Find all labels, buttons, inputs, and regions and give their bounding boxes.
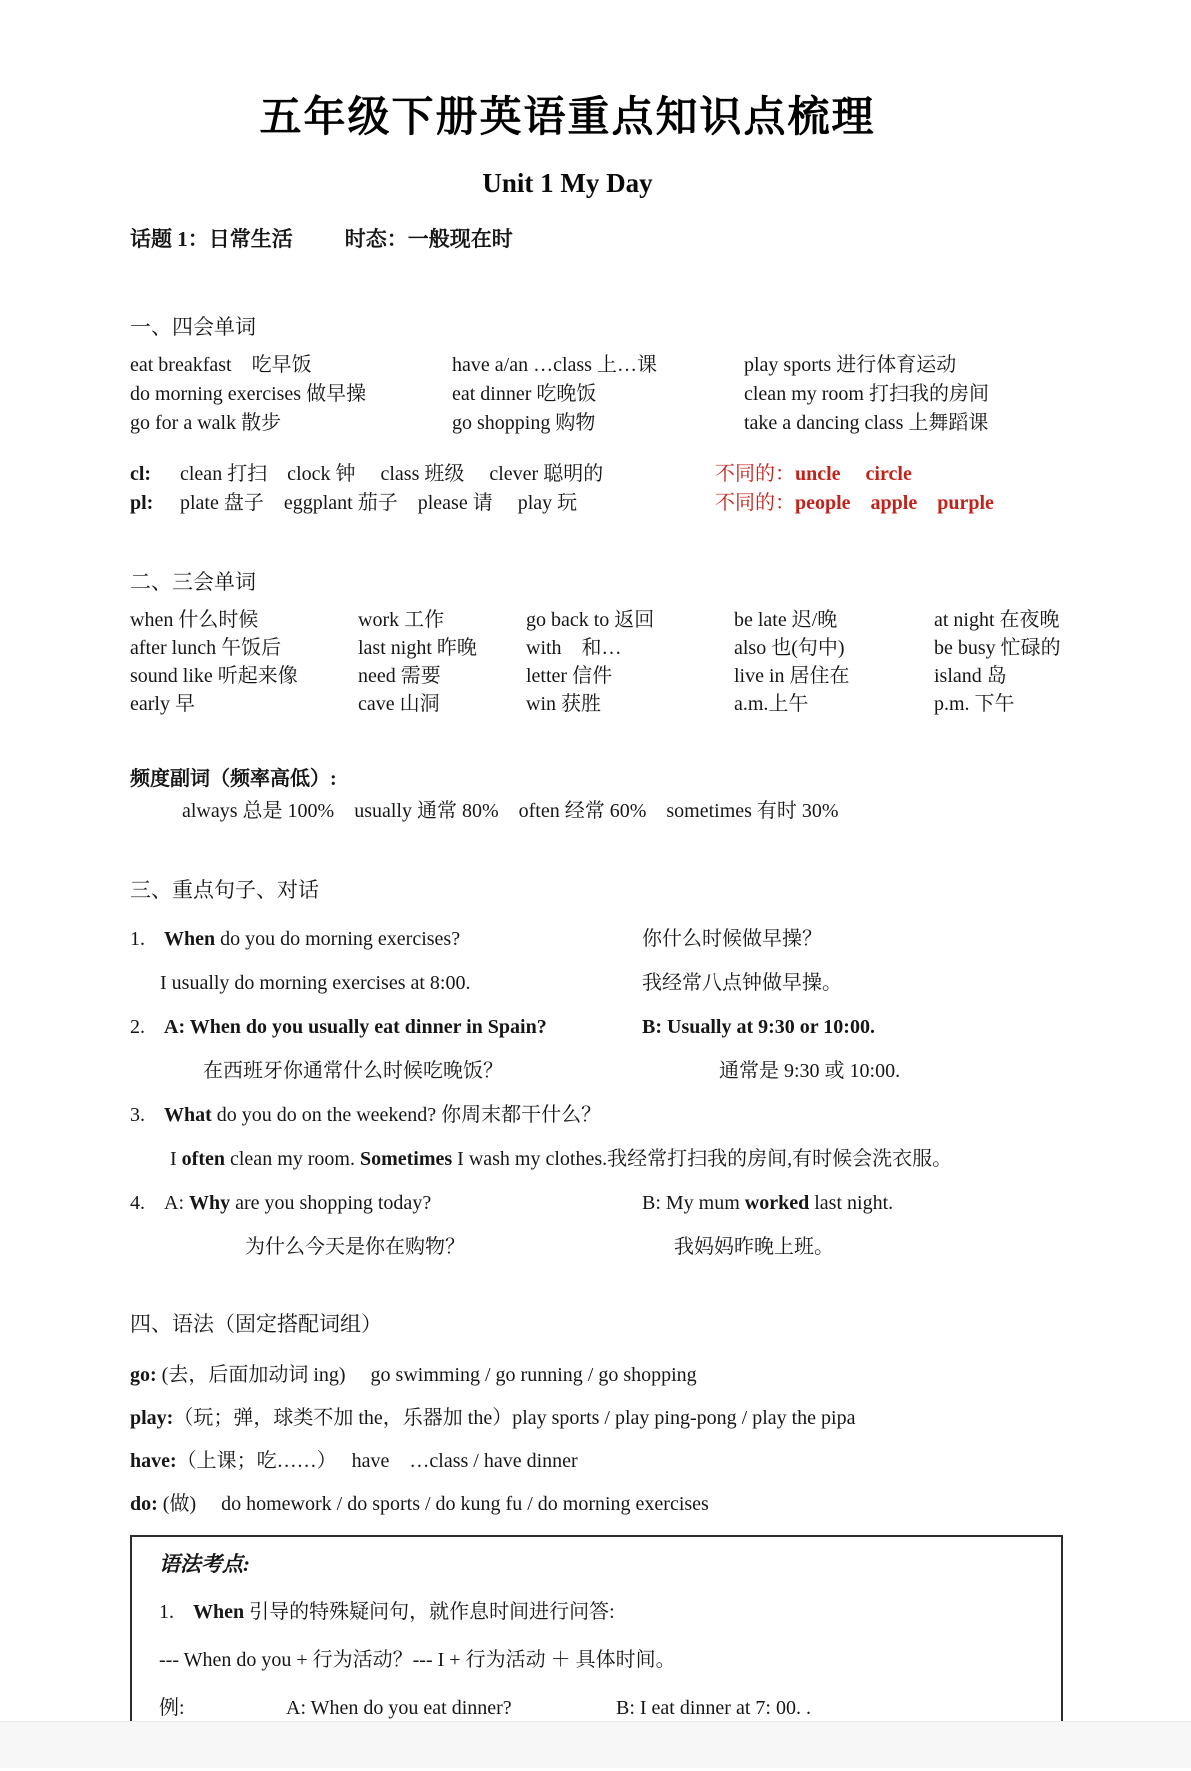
vocab-cell: live in 居住在 [734, 665, 850, 687]
collocation-body: (做) do homework / do sports / do kung fu / do morning exercises [157, 1493, 709, 1515]
vocab-cell: need 需要 [358, 665, 441, 687]
vocab-cell: p.m. 下午 [934, 693, 1015, 715]
sentence-2-translation [130, 1058, 1096, 1084]
pl-words: plate 盘子 eggplant 茄子 please 请 play 玩 [180, 492, 578, 514]
sentence-text: do you do on the weekend? 你周末都干什么？ [211, 1104, 602, 1126]
sentence-2-dialogue [130, 1014, 1096, 1040]
section-heading-grammar: 四、语法（固定搭配词组） [130, 1312, 382, 1336]
vocab-row [130, 690, 1096, 718]
four-words-table [130, 351, 1096, 438]
vocab-cell: do morning exercises 做早操 [130, 383, 367, 405]
sentence-1-chinese: 你什么时候做早操？ [642, 928, 822, 950]
collocation-head: have: [130, 1450, 177, 1472]
sentence-text: I wash my clothes.我经常打扫我的房间,有时候会洗衣服。 [452, 1148, 953, 1170]
vocab-cell: work 工作 [358, 609, 445, 631]
section-heading-four-words: 一、四会单词 [130, 315, 256, 339]
example-a: A: When do you eat dinner? [286, 1697, 512, 1719]
sentence-text: clean my room. [225, 1148, 360, 1170]
sentence-2-a [130, 1014, 642, 1040]
cl-diff-label: 不同的： [715, 463, 795, 485]
translation-b: 我妈妈昨晚上班。 [674, 1236, 834, 1258]
vocab-cell: win 获胜 [526, 693, 601, 715]
collocation-head: do: [130, 1493, 158, 1515]
bold-sentence: A: When do you usually eat dinner in Spain? [164, 1016, 547, 1038]
vocab-cell: early 早 [130, 693, 195, 715]
vocab-row [130, 606, 1096, 634]
bold-word: Why [189, 1192, 231, 1214]
frequency-adverbs-line: always 总是 100% usually 通常 80% often 经常 60% sometimes 有时 30% [182, 800, 839, 822]
sentence-4-b [642, 1190, 1096, 1216]
translation-b: 通常是 9:30 或 10:00. [719, 1060, 901, 1082]
grammar-pattern: --- When do you + 行为活动？--- I + 行为活动 ＋ 具体时间。 [159, 1649, 676, 1671]
vocab-cell: take a dancing class 上舞蹈课 [744, 412, 989, 434]
collocation-play [130, 1405, 1096, 1431]
sentence-number: 1. [130, 928, 145, 950]
point-text: 引导的特殊疑问句，就作息时间进行问答: [244, 1601, 615, 1623]
sentence-4-dialogue [130, 1190, 1096, 1216]
collocation-body: （上课；吃……） have …class / have dinner [176, 1450, 578, 1472]
sentence-number: 3. [130, 1104, 145, 1126]
grammar-example [159, 1695, 1041, 1722]
cl-words: clean 打扫 clock 钟 class 班级 clever 聪明的 [180, 463, 604, 485]
vocab-cell: when 什么时候 [130, 609, 259, 631]
vocab-row [130, 409, 1096, 438]
vocab-cell: eat dinner 吃晚饭 [452, 383, 597, 405]
bold-word: worked [744, 1192, 810, 1214]
sentence-text: do you do morning exercises? [215, 928, 461, 950]
sentence-1-question [130, 926, 1096, 952]
unit-subtitle: Unit 1 My Day [482, 168, 653, 198]
pl-diff-words: people apple purple [795, 492, 994, 514]
topic-line [130, 223, 1096, 253]
sentence-1-english [130, 926, 642, 952]
section-heading-key-sentences: 三、重点句子、对话 [130, 878, 319, 902]
vocab-cell: island 岛 [934, 665, 1007, 687]
collocation-go [130, 1362, 1096, 1388]
vocab-cell: last night 昨晚 [358, 637, 477, 659]
topic-label: 话题 1：日常生活 [130, 227, 293, 251]
bold-word: often [181, 1148, 225, 1170]
cl-diff-words: uncle circle [795, 463, 912, 485]
grammar-point-1 [159, 1599, 1041, 1626]
bold-word: When [193, 1601, 245, 1623]
point-number: 1. [159, 1601, 174, 1623]
vocab-cell: be busy 忙碌的 [934, 637, 1061, 659]
vocab-cell: go for a walk 散步 [130, 412, 282, 434]
sentence-text: A: [164, 1192, 189, 1214]
sentence-text: are you shopping today? [230, 1192, 432, 1214]
pl-words-line [130, 489, 1096, 518]
vocab-cell: a.m.上午 [734, 693, 809, 715]
collocation-head: go: [130, 1364, 157, 1386]
sentence-text: B: My mum [642, 1192, 745, 1214]
sentence-2-b [642, 1014, 1096, 1040]
vocab-row [130, 634, 1096, 662]
pl-diff-label: 不同的： [715, 492, 795, 514]
example-label: 例: [159, 1697, 185, 1719]
vocab-cell: at night 在夜晚 [934, 609, 1060, 631]
sentence-number: 2. [130, 1016, 145, 1038]
three-words-table [130, 606, 1096, 718]
vocab-cell: go back to 返回 [526, 609, 655, 631]
translation-a: 在西班牙你通常什么时候吃晚饭？ [203, 1060, 503, 1082]
vocab-cell: clean my room 打扫我的房间 [744, 383, 989, 405]
cl-label: cl: [130, 463, 152, 485]
sentence-number: 4. [130, 1192, 145, 1214]
collocation-have [130, 1448, 1096, 1474]
frequency-adverbs-heading: 频度副词（频率高低）: [130, 768, 337, 790]
bold-sentence: B: Usually at 9:30 or 10:00. [642, 1016, 875, 1038]
vocab-cell: cave 山洞 [358, 693, 440, 715]
document-body [0, 223, 1191, 1771]
vocab-cell: eat breakfast 吃早饭 [130, 354, 312, 376]
grammar-box-heading: 语法考点: [159, 1552, 250, 1576]
tense-label: 时态：一般现在时 [344, 227, 513, 251]
vocab-cell: with 和… [526, 637, 622, 659]
bold-word: When [164, 928, 216, 950]
vocab-cell: be late 迟/晚 [734, 609, 838, 631]
collocation-head: play: [130, 1407, 174, 1429]
vocab-row [130, 662, 1096, 690]
vocab-row [130, 351, 1096, 380]
answer-english: I usually do morning exercises at 8:00. [160, 972, 471, 994]
example-b: B: I eat dinner at 7: 00. . [616, 1697, 811, 1719]
vocab-row [130, 380, 1096, 409]
sentence-3-text [130, 1102, 601, 1128]
answer-chinese: 我经常八点钟做早操。 [642, 972, 842, 994]
scan-bottom-edge [0, 1721, 1191, 1768]
collocation-body: (去，后面加动词 ing) go swimming / go running / go shopping [156, 1364, 697, 1386]
vocab-cell: after lunch 午饭后 [130, 637, 282, 659]
collocation-body: （玩；弹，球类不加 the，乐器加 the）play sports / play ping-pong / play the pipa [173, 1407, 856, 1429]
sentence-3-answer [130, 1146, 1096, 1172]
bold-word: What [164, 1104, 212, 1126]
vocab-cell: sound like 听起来像 [130, 665, 298, 687]
vocab-cell: play sports 进行体育运动 [744, 354, 957, 376]
answer-mixed [130, 1146, 952, 1172]
sentence-text: last night. [809, 1192, 894, 1214]
page-title: 五年级下册英语重点知识点梳理 [259, 93, 876, 140]
vocab-cell: have a/an …class 上…课 [452, 354, 657, 376]
sentence-4-a [130, 1190, 642, 1216]
sentence-4-translation [130, 1234, 1096, 1260]
vocab-cell: letter 信件 [526, 665, 613, 687]
sentence-text: I [170, 1148, 182, 1170]
pl-label: pl: [130, 492, 154, 514]
translation-a: 为什么今天是你在购物？ [245, 1236, 465, 1258]
vocab-cell: go shopping 购物 [452, 412, 596, 434]
collocation-do [130, 1491, 1096, 1517]
bold-word: Sometimes [359, 1148, 453, 1170]
sentence-1-answer [130, 970, 1096, 996]
section-heading-three-words: 二、三会单词 [130, 570, 256, 594]
grammar-points-box [130, 1535, 1063, 1743]
sentence-3-question [130, 1102, 1096, 1128]
vocab-cell: also 也(句中) [734, 637, 845, 659]
cl-words-line [130, 460, 1096, 489]
letter-groups-block [130, 460, 1096, 518]
